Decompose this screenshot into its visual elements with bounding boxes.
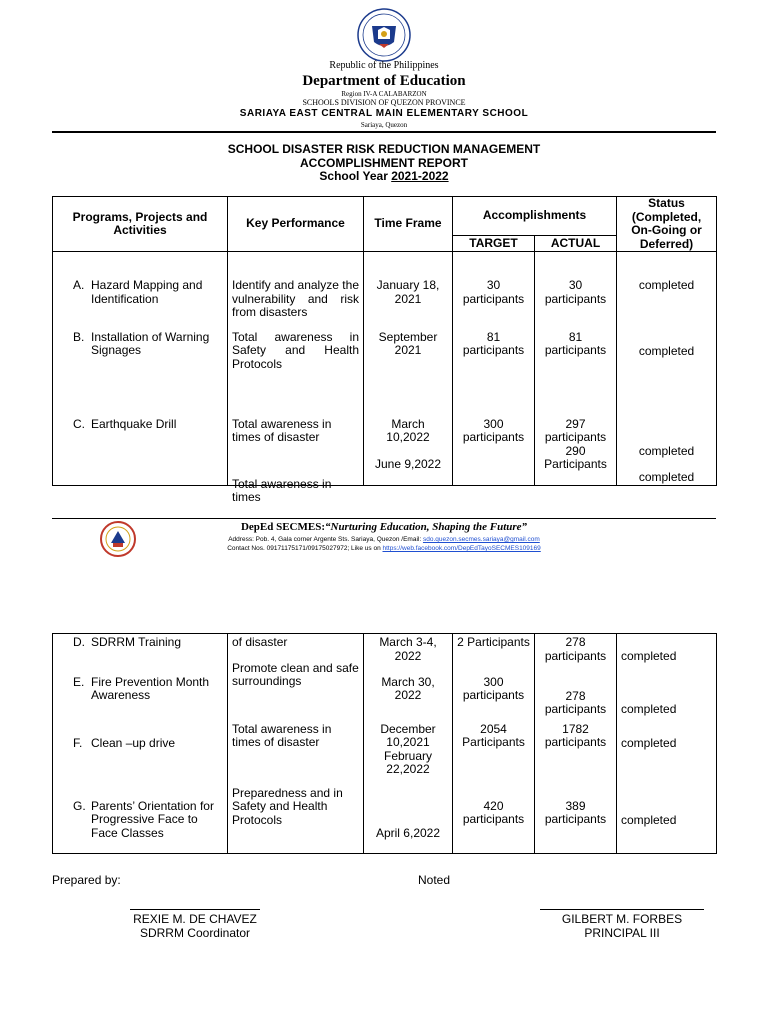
key-performance: Identify and analyze the vulnerability and risk from disasters	[228, 252, 364, 320]
school-year: 2021-2022	[391, 169, 449, 183]
program-name: Earthquake Drill	[91, 416, 177, 431]
preparer-block	[95, 912, 295, 940]
header-programs: Programs, Projects and Activities	[53, 197, 228, 252]
program-name: Installation of Warning Signages	[91, 329, 210, 357]
key-performance: Promote clean and safe surroundings	[232, 660, 359, 688]
table-row: B. Installation of Warning Signages Total awareness in Safety and Health Protocols September 2021 81 participants 81 participants completed	[53, 320, 717, 401]
actual-value-second: 290 Participants	[544, 443, 607, 471]
noted-label: Noted	[418, 873, 451, 887]
status-value: completed	[617, 634, 717, 669]
program-name: Fire Prevention Month Awareness	[91, 674, 210, 702]
table-row: F. Clean –up drive Total awareness in times of disaster December 10,2021 February 22,2022 2054 Participants 1782 participants completed	[53, 717, 717, 787]
footer-contact: Address: Pob. 4, Gala corner Argente Sts. Sariaya, Quezon /Email: sdo.quezon.secmes.sariaya@gmail.com Contact Nos. 09171175171/09175027972; Like us on https://web.facebook.com/DepEdTayoSECMES109169	[227, 536, 541, 552]
target-value: 30 participants	[453, 252, 535, 320]
status-value: completed	[617, 252, 717, 320]
report-title	[0, 143, 768, 184]
key-performance: Total awareness in times of disaster	[232, 416, 332, 444]
status-value: completed	[617, 320, 717, 401]
actual-value: 278 participants	[535, 634, 617, 669]
republic-text: Republic of the Philippines	[329, 60, 439, 71]
noter-block	[522, 912, 722, 940]
actual-value: 297 participants	[544, 416, 607, 444]
program-name: Parents’ Orientation for Progressive Face to Face Classes	[91, 798, 214, 840]
actual-value: 1782 participants	[535, 717, 617, 787]
target-value: 420 participants	[453, 787, 535, 854]
title-line-1: SCHOOL DISASTER RISK REDUCTION MANAGEMENT	[227, 142, 541, 156]
target-value: 300 participants	[453, 401, 535, 486]
key-performance-continued: Total awareness in times	[232, 476, 332, 504]
header-accomplishments: Accomplishments	[453, 197, 617, 236]
target-value: 81 participants	[453, 320, 535, 401]
noter-title: PRINCIPAL III	[584, 926, 660, 940]
time-frame-second: June 9,2022	[374, 456, 442, 471]
header-key-performance: Key Performance	[228, 197, 364, 252]
table-row: C. Earthquake Drill Total awareness in times of disaster Total awareness in times March 10,2022 June 9,2022 300 participants 297 participants 290 Participants completed completed	[53, 401, 717, 486]
actual-value: 81 participants	[535, 320, 617, 401]
prepared-by-label: Prepared by:	[52, 873, 121, 887]
location-text: Sariaya, Quezon	[360, 121, 408, 129]
actual-value: 278 participants	[535, 669, 617, 717]
time-frame: September 2021	[364, 320, 453, 401]
title-line-2: ACCOMPLISHMENT REPORT	[300, 155, 468, 170]
noter-signature-line	[540, 909, 704, 910]
time-frame: January 18, 2021	[364, 252, 453, 320]
status-value-second: completed	[638, 470, 695, 484]
preparer-name: REXIE M. DE CHAVEZ	[133, 912, 257, 926]
time-frame: March 30, 2022	[364, 669, 453, 717]
actual-value: 30 participants	[535, 252, 617, 320]
table-row: G. Parents’ Orientation for Progressive Face to Face Classes Preparedness and in Safety and Health Protocols April 6,2022 420 participants 389 participants completed	[53, 787, 717, 854]
key-performance: of disaster	[228, 634, 364, 669]
status-value: completed	[617, 717, 717, 787]
footer-divider	[52, 518, 716, 519]
table-row: E. Fire Prevention Month Awareness Promote clean and safe surroundings March 30, 2022 300 participants 278 participants completed	[53, 669, 717, 717]
noter-name: GILBERT M. FORBES	[561, 912, 683, 926]
preparer-signature-line	[130, 909, 260, 910]
deped-seal-icon	[357, 8, 411, 62]
actual-value: 389 participants	[535, 787, 617, 854]
time-frame: April 6,2022	[364, 787, 453, 854]
time-frame: March 3-4, 2022	[364, 634, 453, 669]
division-text: SCHOOLS DIVISION OF QUEZON PROVINCE	[302, 98, 466, 107]
target-value: 300 participants	[453, 669, 535, 717]
table-row: D. SDRRM Training of disaster March 3-4, 2022 2 Participants 278 participants completed	[53, 634, 717, 669]
time-frame: December 10,2021 February 22,2022	[364, 717, 453, 787]
department-name: Department of Education	[302, 73, 466, 89]
status-value: completed	[617, 669, 717, 717]
accomplishment-table-continued	[52, 633, 717, 854]
school-name: SARIAYA EAST CENTRAL MAIN ELEMENTARY SCHOOL	[239, 108, 529, 119]
table-row: A. Hazard Mapping and Identification Identify and analyze the vulnerability and risk from disasters January 18, 2021 30 participants 30 participants completed	[53, 252, 717, 320]
preparer-title: SDRRM Coordinator	[139, 926, 251, 940]
header-actual: ACTUAL	[535, 235, 617, 251]
facebook-link[interactable]: https://web.facebook.com/DepEdTayoSECMES109169	[382, 545, 541, 552]
header-divider	[52, 131, 716, 133]
status-value: completed	[638, 443, 695, 458]
key-performance: Preparedness and in Safety and Health Protocols	[228, 787, 364, 854]
program-name: Clean –up drive	[91, 735, 176, 750]
title-line-3: School Year 2021-2022	[319, 169, 449, 183]
program-name: SDRRM Training	[91, 635, 182, 649]
header-status: Status (Completed, On-Going or Deferred)	[617, 197, 717, 252]
region-text: Region IV-A CALABARZON	[341, 90, 427, 98]
target-value: 2 Participants	[453, 634, 535, 669]
accomplishment-table	[52, 196, 717, 504]
key-performance: Total awareness in times of disaster	[228, 717, 364, 787]
email-link[interactable]: sdo.quezon.secmes.sariaya@gmail.com	[422, 536, 540, 543]
header-time-frame: Time Frame	[364, 197, 453, 252]
status-value: completed	[617, 787, 717, 854]
footer-motto: DepEd SECMES:“Nurturing Education, Shaping the Future”	[240, 521, 528, 533]
target-value: 2054 Participants	[453, 717, 535, 787]
key-performance: Total awareness in Safety and Health Protocols	[228, 320, 364, 401]
header-target: TARGET	[453, 235, 535, 251]
time-frame: March 10,2022	[386, 416, 430, 444]
program-name: Hazard Mapping and Identification	[91, 278, 203, 306]
